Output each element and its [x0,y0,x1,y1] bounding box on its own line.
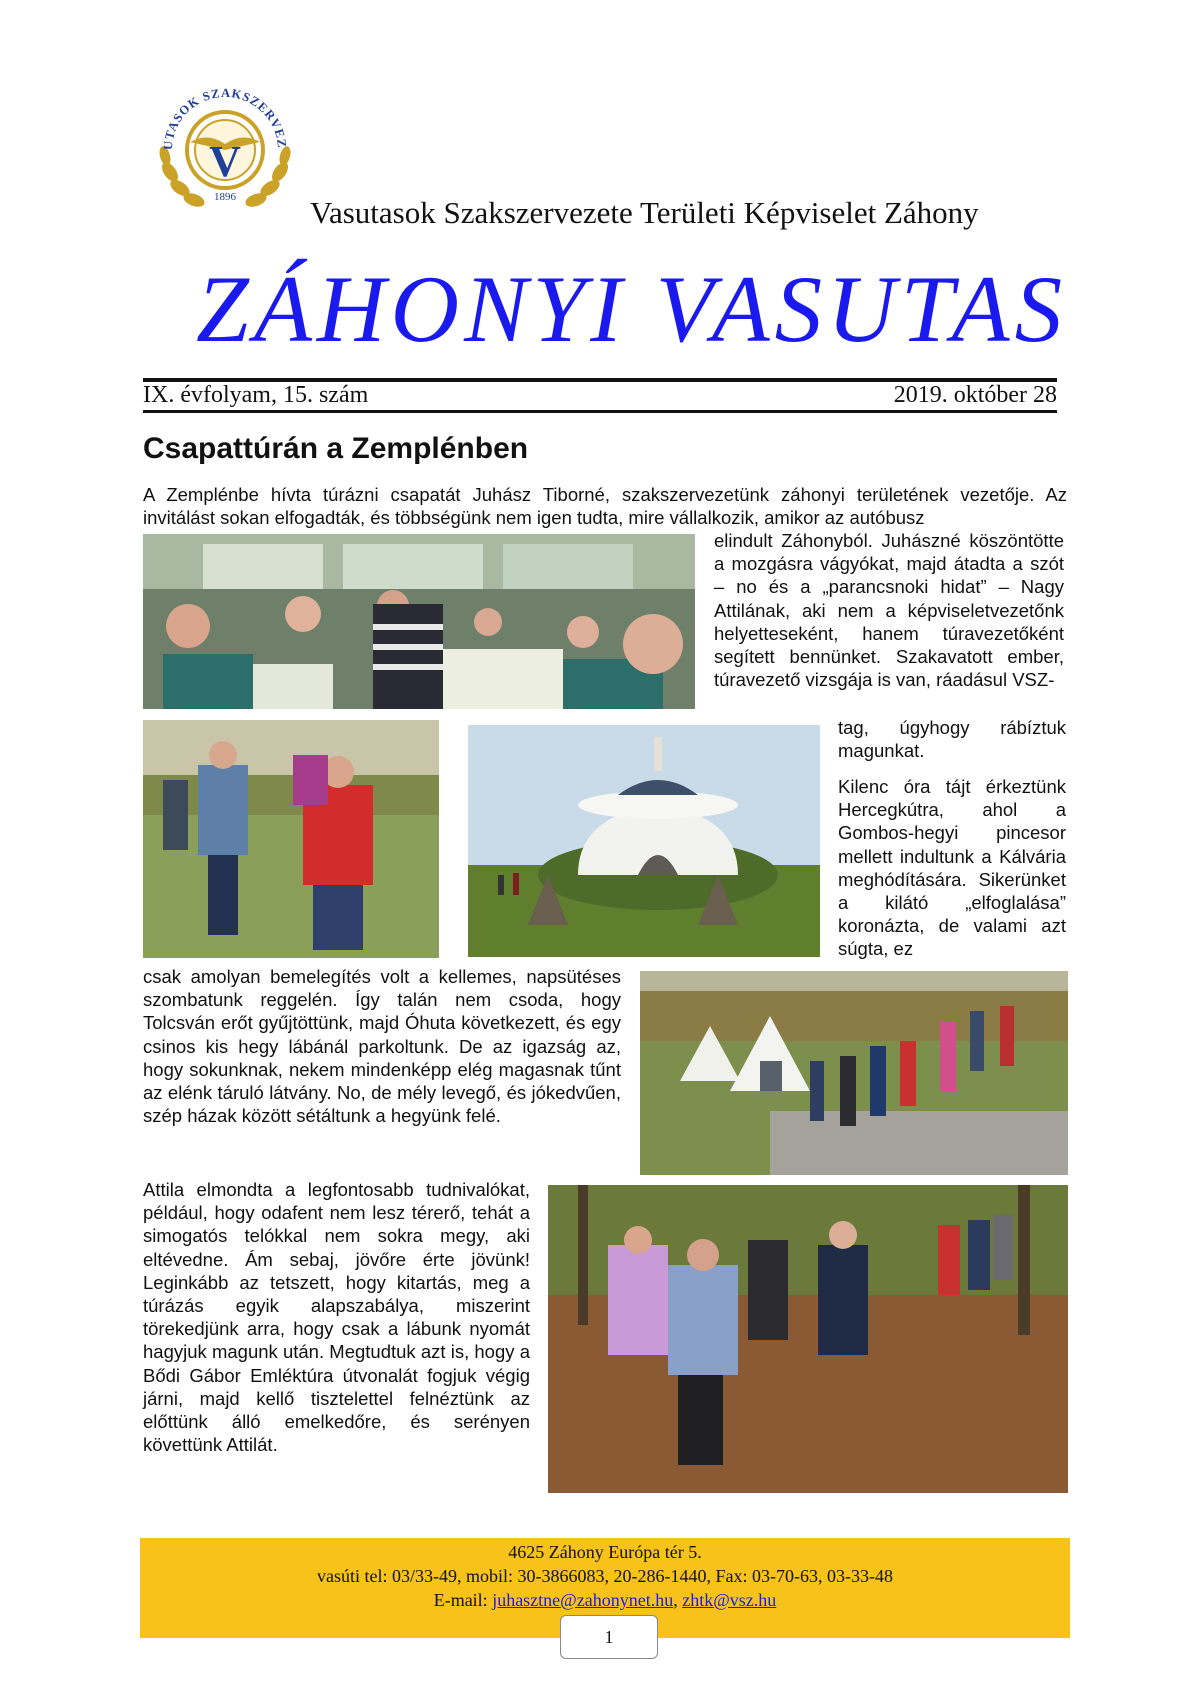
article-paragraph-guidance: Attila elmondta a legfontosabb tudnivalókat, például, hogy odafent nem lesz térerő, tehát a simogatós telókkal nem sokra megy, aki eltévedne. Ám sebaj, jövőre érte jövünk! Leginkább az tetszett, hogy kitartás, meg a túrázás egyik alapszabálya, miszerint törekedjünk arra, hogy csak a lábunk nyomát hagyjuk magunk után. Megtudtuk azt is, hogy a Bődi Gábor Emléktúra útvonalát fogjuk végig járni, majd kellő tisztelettel felnéztünk az előttünk álló emelkedőre, és serényen követtünk Attilát. [143,1179,530,1456]
svg-text:VASUTASOK SZAKSZERVEZETE: UTASOK SZAKSZERVEZ [160,85,290,151]
article-paragraph-intro-continued: elindult Záhonyból. Juhászné köszöntötte a mozgásra vágyókat, majd átadta a szót – no és a „parancsnoki hidat” – Nagy Attilának, aki nem a képviseletvezetőnk helyetteseként, hanem túravezetőként segített bennünket. Szakavatott ember, túravezető vizsgája is van, ráadásul VSZ- [714,530,1064,691]
article-paragraph-arrival: Kilenc óra tájt érkeztünk Hercegkútra, ahol a Gombos-hegyi pincesor mellett indultunk a Kálvária meghódítására. Sikerünket a kilátó „elfoglalása” koronázta, de valami azt súgta, ez [838,776,1066,960]
footer-address: 4625 Záhony Európa tér 5. [508,1542,702,1562]
photo-wine-cellars-steps [640,971,1068,1175]
email-link-zhtk[interactable]: zhtk@vsz.hu [682,1590,777,1610]
issue-date: 2019. október 28 [893,382,1057,408]
issue-number: IX. évfolyam, 15. szám [143,382,369,408]
photo-hikers-hillside [143,720,439,958]
article-paragraph-intro: A Zemplénbe hívta túrázni csapatát Juhász Tiborné, szakszervezetünk záhonyi területének vezetője. Az invitálást sokan elfogadták, és többségünk nem igen tudta, mire vállalkozik, amikor az autóbusz [143,484,1067,529]
email-link-juhasztne[interactable]: juhasztne@zahonynet.hu [492,1590,674,1610]
footer-phones: vasúti tel: 03/33-49, mobil: 30-3866083, 20-286-1440, Fax: 03-70-63, 03-33-48 [317,1566,893,1586]
page-number: 1 [560,1615,658,1659]
email-separator: , [673,1590,678,1610]
svg-text:1896: 1896 [214,191,236,203]
article-paragraph-intro-end: tag, úgyhogy rábíztuk magunkat. [838,717,1066,762]
photo-calvary-chapel [468,725,820,957]
footer-email-line [140,1588,1070,1612]
newsletter-masthead: ZÁHONYI VASUTAS [196,256,1068,362]
union-logo [150,72,300,222]
photo-bus-interior [143,534,695,709]
svg-text:V: V [209,137,241,186]
masthead-rule-bottom [143,410,1057,413]
article-paragraph-arrival-continued: csak amolyan bemelegítés volt a kellemes, napsütéses szombatunk reggelén. Így talán nem csoda, hogy Tolcsván erőt gyűjtöttünk, majd Óhuta következett, és egy csinos kis hegy lábánál parkoltunk. De az igazság az, hogy sokunknak, nekem mindenképp elég magasnak tűnt az elénk táruló látvány. No, de mély levegő, és jókedvűen, szép házak között sétáltunk a hegyünk felé. [143,966,621,1127]
organization-name: Vasutasok Szakszervezete Területi Képviselet Záhony [310,195,979,230]
article-headline: Csapattúrán a Zemplénben [143,432,529,465]
photo-forest-trail-hikers [548,1185,1068,1493]
footer-email-label: E-mail: [433,1590,488,1610]
